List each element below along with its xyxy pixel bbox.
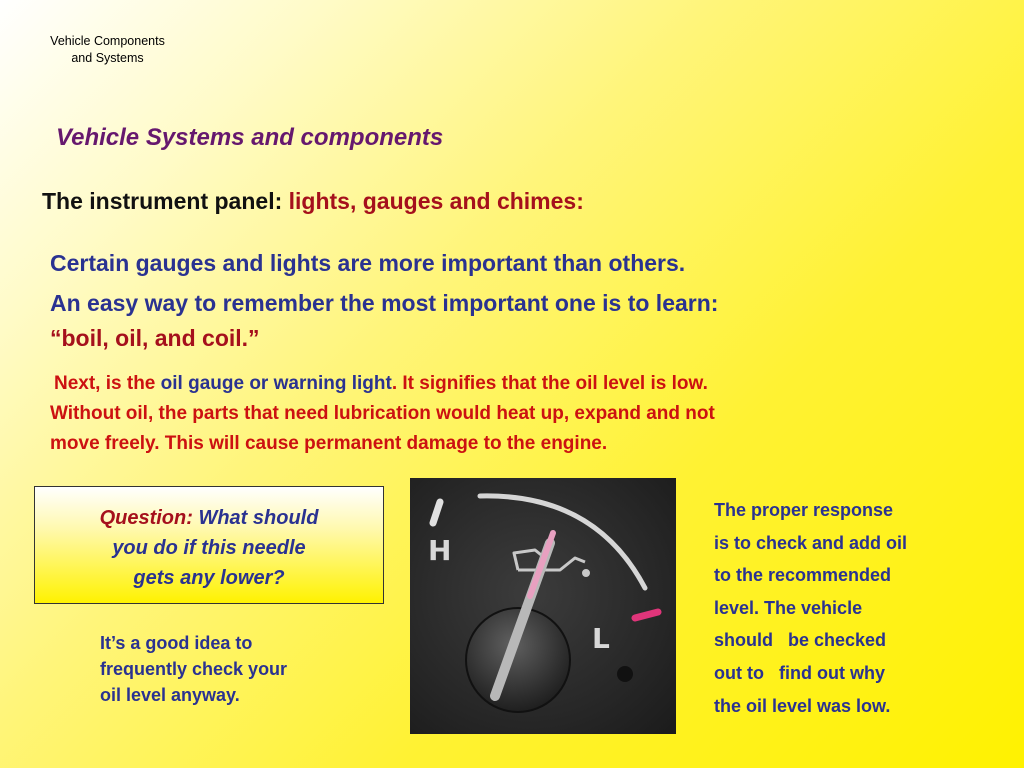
oil-gauge-photo xyxy=(410,478,676,734)
corner-title-line1: Vehicle Components xyxy=(50,34,165,48)
response-text xyxy=(714,494,974,722)
mnemonic-line: “boil, oil, and coil.” xyxy=(50,325,260,351)
section-heading xyxy=(42,188,584,215)
indicator-dot xyxy=(617,666,633,682)
paragraph-line2: Without oil, the parts that need lubrication would heat up, expand and not xyxy=(50,403,715,424)
response-line5: should be checked xyxy=(714,630,887,651)
question-line2: you do if this needle xyxy=(112,537,306,559)
paragraph-part3: . It signifies that the oil level is low. xyxy=(391,373,708,394)
slide-title: Vehicle Systems and components xyxy=(56,124,444,151)
corner-title xyxy=(30,33,185,67)
response-line6: out to find out why xyxy=(714,662,885,683)
intro-line-2: An easy way to remember the most important one is to learn: xyxy=(50,290,719,316)
intro-line-1: Certain gauges and lights are more important than others. xyxy=(50,250,686,276)
paragraph-line3: move freely. This will cause permanent damage to the engine. xyxy=(50,433,608,454)
question-label: Question: xyxy=(99,507,199,529)
oil-gauge-illustration xyxy=(410,478,676,734)
heading-lead: The instrument panel: xyxy=(42,188,289,214)
response-line1: The proper response xyxy=(714,500,894,520)
response-line3: to the recommended xyxy=(714,565,892,586)
gauge-high-label: H xyxy=(428,534,452,567)
response-line7: the oil level was low. xyxy=(714,695,891,716)
response-line4: level. The vehicle xyxy=(714,597,863,618)
tip-line3: oil level anyway. xyxy=(100,685,240,705)
gauge-low-label: L xyxy=(592,622,610,655)
paragraph-part1: Next, is the xyxy=(54,373,161,394)
oil-paragraph xyxy=(50,369,970,459)
question-text1: What should xyxy=(198,507,319,529)
paragraph-line1 xyxy=(50,369,970,399)
question-line3: gets any lower? xyxy=(133,567,285,589)
response-line2: is to check and add oil xyxy=(714,532,908,553)
tip-line2: frequently check your xyxy=(100,659,288,679)
paragraph-highlight: oil gauge or warning light xyxy=(160,373,392,394)
tip-text xyxy=(100,630,360,708)
tip-line1: It’s a good idea to xyxy=(100,633,253,653)
corner-title-line2: and Systems xyxy=(71,51,144,65)
question-line1 xyxy=(35,503,383,533)
heading-accent: lights, gauges and chimes: xyxy=(288,188,584,214)
question-box xyxy=(34,486,384,604)
